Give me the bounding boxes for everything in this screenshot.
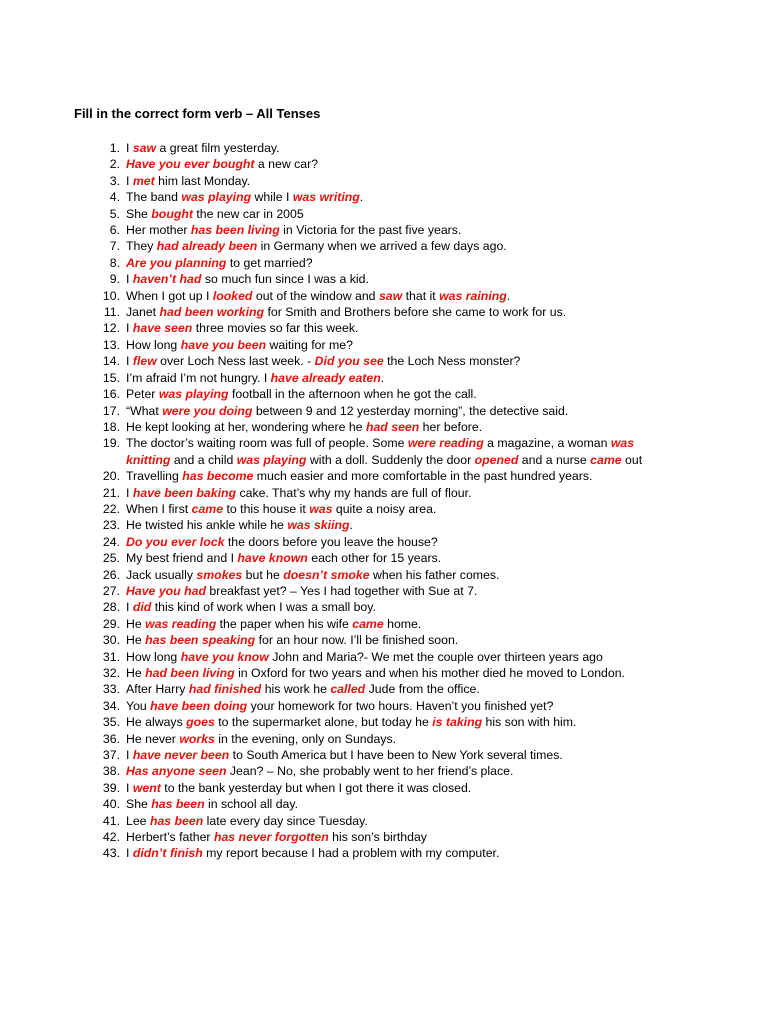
item-number: 24. — [102, 534, 120, 549]
item-sentence — [120, 419, 482, 435]
item-number: 31. — [102, 649, 120, 664]
sentence-text: a great film yesterday. — [156, 141, 280, 155]
exercise-item — [88, 567, 708, 583]
item-number: 19. — [102, 436, 120, 451]
answer-verb: have you been — [180, 337, 267, 352]
sentence-text: I — [126, 141, 133, 155]
item-number: 1. — [109, 141, 120, 155]
item-number: 38. — [102, 764, 120, 779]
sentence-text: his son’s birthday — [328, 830, 427, 845]
item-number: 21. — [102, 485, 120, 500]
answer-verb: did — [132, 600, 152, 615]
sentence-text: How long — [126, 649, 181, 664]
sentence-text: . — [349, 518, 353, 533]
exercise-item — [88, 665, 708, 681]
answer-verb: was playing — [158, 387, 229, 402]
sentence-text: but he — [242, 567, 284, 582]
item-number: 18. — [102, 419, 120, 434]
answer-verb: goes — [186, 715, 215, 730]
item-sentence — [120, 320, 358, 336]
item-number: 39. — [102, 780, 120, 795]
item-sentence — [120, 517, 353, 533]
sentence-text: Travelling — [126, 469, 183, 484]
sentence-text: He never — [126, 731, 180, 746]
item-number: 8. — [109, 255, 120, 270]
item-sentence — [120, 156, 318, 172]
item-number: 30. — [102, 633, 120, 648]
item-number: 27. — [102, 583, 120, 598]
sentence-text: John and Maria?- We met the couple over thirteen years ago — [268, 649, 603, 664]
answer-verb: haven’t had — [132, 272, 202, 287]
item-sentence — [120, 698, 553, 714]
sentence-text: so much fun since I was a kid. — [201, 272, 369, 287]
sentence-text: out of the window and — [252, 288, 379, 303]
exercise-item — [88, 156, 708, 172]
sentence-text: the doors before you leave the house? — [224, 534, 438, 549]
item-sentence — [120, 271, 369, 287]
exercise-item — [88, 517, 708, 533]
sentence-text: in school all day. — [204, 797, 299, 812]
item-sentence — [120, 386, 477, 402]
sentence-text: this kind of work when I was a small boy. — [151, 600, 376, 615]
sentence-text: to the bank yesterday but when I got there it was closed. — [160, 780, 472, 795]
exercise-item — [88, 649, 708, 665]
sentence-text: I’m afraid I’m not hungry. I — [126, 370, 271, 385]
item-sentence — [120, 599, 376, 615]
item-number: 36. — [102, 731, 120, 746]
answer-verb: looked — [212, 288, 253, 303]
answer-verb: Do you ever lock — [126, 534, 225, 549]
item-sentence — [120, 173, 250, 189]
item-sentence — [120, 632, 458, 648]
answer-verb: flew — [132, 354, 157, 369]
item-number: 2. — [109, 157, 120, 172]
exercise-item — [88, 222, 708, 238]
exercise-item — [88, 140, 708, 156]
answer-verb: was writing — [292, 190, 360, 205]
sentence-text: his son with him. — [482, 715, 577, 730]
exercise-item — [88, 173, 708, 189]
item-sentence — [120, 288, 510, 304]
sentence-text: while I — [251, 190, 293, 205]
item-sentence — [120, 403, 568, 419]
sentence-text: in Victoria for the past five years. — [279, 223, 462, 238]
sentence-text: She — [126, 206, 152, 221]
item-number: 23. — [102, 518, 120, 533]
sentence-text: “What — [126, 403, 163, 418]
exercise-item — [88, 731, 708, 747]
answer-verb: called — [330, 682, 366, 697]
sentence-text: The doctor’s waiting room was full of people. Some — [126, 436, 408, 451]
answer-verb: met — [132, 173, 155, 188]
sentence-text: a magazine, a woman — [483, 436, 611, 451]
sentence-text: He kept looking at her, wondering where he — [126, 419, 366, 434]
sentence-text: . — [380, 370, 385, 385]
sentence-text: He always — [126, 715, 187, 730]
answer-verb: was raining — [439, 288, 507, 303]
item-sentence — [120, 845, 499, 861]
item-number: 16. — [102, 387, 120, 402]
exercise-item — [88, 747, 708, 763]
sentence-text: cake. That’s why my hands are full of flour. — [236, 485, 472, 500]
exercise-item — [88, 501, 708, 517]
answer-verb: have been doing — [150, 698, 248, 713]
sentence-text: After Harry — [126, 682, 189, 697]
sentence-text: his work he — [261, 682, 331, 697]
answer-verb: Are you planning — [126, 255, 227, 270]
sentence-text: the new car in 2005 — [192, 206, 304, 221]
exercise-item — [88, 632, 708, 648]
exercise-item — [88, 583, 708, 599]
answer-verb: Has anyone seen — [126, 764, 227, 779]
item-number: 5. — [109, 206, 120, 221]
sentence-text: How long — [126, 337, 181, 352]
item-sentence-continued — [88, 452, 708, 468]
exercise-item — [88, 763, 708, 779]
item-sentence — [120, 189, 363, 205]
item-sentence — [120, 714, 576, 730]
sentence-text: home. — [383, 616, 422, 631]
exercise-item — [88, 468, 708, 484]
sentence-text: I — [126, 272, 133, 287]
item-number: 12. — [102, 321, 120, 336]
item-number: 11. — [103, 305, 120, 320]
item-sentence — [120, 222, 461, 238]
sentence-text: I — [126, 354, 133, 369]
exercise-item — [88, 304, 708, 320]
exercise-item — [88, 189, 708, 205]
item-number: 17. — [102, 403, 120, 418]
exercise-item — [88, 386, 708, 402]
answer-verb: was — [309, 501, 333, 516]
sentence-text: The band — [126, 190, 182, 205]
sentence-text: in Oxford for two years and when his mother died he moved to London. — [234, 666, 625, 680]
sentence-text: each other for 15 years. — [307, 551, 442, 566]
sentence-text: Jude from the office. — [365, 682, 480, 697]
answer-verb: came — [590, 452, 622, 467]
sentence-text: Jean? – No, she probably went to her friend’s place. — [226, 764, 514, 779]
sentence-text: I — [126, 600, 133, 615]
answer-verb: came — [352, 616, 384, 631]
item-sentence — [120, 665, 625, 681]
item-sentence — [120, 813, 368, 829]
answer-verb: smokes — [196, 567, 243, 582]
item-number: 34. — [102, 698, 120, 713]
sentence-text: quite a noisy area. — [332, 501, 437, 516]
answer-verb: knitting — [126, 452, 171, 467]
item-sentence — [120, 829, 427, 845]
item-sentence — [120, 468, 592, 484]
answer-verb: bought — [151, 206, 193, 221]
answer-verb: have known — [237, 551, 308, 566]
item-number: 33. — [102, 682, 120, 697]
item-sentence — [120, 501, 436, 517]
sentence-text: waiting for me? — [266, 337, 353, 352]
item-sentence — [120, 435, 634, 451]
item-sentence — [120, 206, 304, 222]
sentence-text: the paper when his wife — [216, 616, 353, 631]
exercise-item — [88, 829, 708, 845]
sentence-text: I — [126, 780, 133, 795]
item-number: 42. — [102, 830, 120, 845]
item-sentence — [120, 550, 441, 566]
answer-verb: have seen — [132, 321, 193, 336]
sentence-text: for an hour now. I’ll be finished soon. — [255, 633, 459, 648]
item-sentence — [120, 140, 280, 156]
sentence-text: in Germany when we arrived a few days ago. — [257, 239, 507, 254]
item-number: 37. — [102, 748, 120, 763]
answer-verb: came — [191, 501, 224, 516]
sentence-text: You — [126, 698, 151, 713]
answer-verb: had already been — [156, 239, 258, 254]
item-sentence — [120, 649, 603, 665]
sentence-text: When I first — [126, 501, 192, 516]
answer-verb: went — [132, 780, 161, 795]
sentence-text: Herbert’s father — [126, 830, 214, 845]
answer-verb: has been living — [190, 223, 280, 238]
exercise-item — [88, 845, 708, 861]
sentence-text: and a child — [170, 452, 237, 467]
sentence-text: breakfast yet? – Yes I had together with Sue at 7. — [205, 583, 478, 598]
answer-verb: have you know — [180, 649, 269, 664]
exercise-item — [88, 271, 708, 287]
item-number: 13. — [102, 337, 120, 352]
sentence-text: a new car? — [254, 157, 319, 172]
item-number: 10. — [102, 288, 120, 303]
sentence-text: He — [126, 616, 146, 631]
answer-verb: were you doing — [162, 403, 253, 418]
answer-verb: had seen — [365, 419, 420, 434]
exercise-item — [88, 550, 708, 566]
exercise-item — [88, 534, 708, 550]
sentence-text: Janet — [126, 305, 160, 320]
sentence-text: He — [126, 666, 146, 680]
item-number: 26. — [102, 567, 120, 582]
item-sentence — [120, 763, 513, 779]
answer-verb: had been living — [145, 666, 235, 680]
item-number: 9. — [109, 272, 120, 287]
item-number: 7. — [109, 239, 120, 254]
sentence-text: much easier and more comfortable in the past hundred years. — [253, 469, 593, 484]
exercise-item — [88, 255, 708, 271]
page-title: Fill in the correct form verb – All Tenses — [74, 106, 321, 121]
exercise-item — [88, 206, 708, 222]
exercise-list — [88, 140, 708, 862]
answer-verb: was playing — [181, 190, 252, 205]
answer-verb: has been — [149, 813, 204, 828]
exercise-item — [88, 403, 708, 419]
item-sentence — [120, 747, 563, 763]
sentence-text: to get married? — [226, 255, 313, 270]
sentence-text: and a nurse — [518, 452, 591, 467]
sentence-text: When I got up I — [126, 288, 213, 303]
answer-verb: had finished — [188, 682, 262, 697]
item-sentence — [120, 616, 421, 632]
exercise-item — [88, 337, 708, 353]
item-number: 4. — [109, 190, 120, 205]
answer-verb: was playing — [236, 452, 307, 467]
answer-verb: opened — [474, 452, 519, 467]
item-sentence — [120, 583, 477, 599]
answer-verb: has been speaking — [145, 633, 256, 648]
sentence-text: for Smith and Brothers before she came to work for us. — [264, 305, 567, 320]
sentence-text: . — [506, 288, 511, 303]
sentence-text: three movies so far this week. — [192, 321, 359, 336]
sentence-text: He — [126, 633, 146, 648]
answer-verb: was — [610, 436, 635, 451]
exercise-item — [88, 320, 708, 336]
answer-verb: saw — [132, 141, 157, 155]
exercise-item — [88, 813, 708, 829]
sentence-text: to this house it — [223, 501, 310, 516]
answer-verb: saw — [378, 288, 403, 303]
answer-verb: is taking — [432, 715, 483, 730]
item-sentence — [120, 796, 298, 812]
sentence-text: your homework for two hours. Haven’t you finished yet? — [247, 698, 554, 713]
exercise-item — [88, 419, 708, 435]
item-number: 35. — [102, 715, 120, 730]
sentence-text: I — [126, 485, 133, 500]
answer-verb: have already eaten — [270, 370, 381, 385]
answer-verb: didn’t finish — [132, 846, 203, 861]
answer-verb: was reading — [145, 616, 217, 631]
sentence-text: over Loch Ness last week. - — [156, 354, 315, 369]
item-sentence — [120, 370, 384, 386]
item-number: 25. — [102, 551, 120, 566]
sentence-text: the Loch Ness monster? — [383, 354, 521, 369]
exercise-item — [88, 780, 708, 796]
sentence-text: Her mother — [126, 223, 191, 238]
item-number: 20. — [102, 469, 120, 484]
answer-verb: Have you ever bought — [126, 157, 255, 172]
item-number: 22. — [102, 501, 120, 516]
sentence-text: to South America but I have been to New York several times. — [229, 748, 563, 763]
exercise-item — [88, 288, 708, 304]
item-sentence — [120, 337, 353, 353]
exercise-item — [88, 698, 708, 714]
sentence-text: I — [126, 846, 133, 861]
item-number: 14. — [102, 354, 120, 369]
sentence-text: football in the afternoon when he got the call. — [228, 387, 477, 402]
answer-verb: Did you see — [314, 354, 384, 369]
sentence-text: with a doll. Suddenly the door — [306, 452, 475, 467]
sentence-text: to the supermarket alone, but today he — [214, 715, 433, 730]
answer-verb: Have you had — [126, 583, 206, 598]
item-sentence — [120, 681, 480, 697]
sentence-text: my report because I had a problem with my computer. — [202, 846, 500, 861]
answer-verb: were reading — [407, 436, 484, 451]
answer-verb: has been — [151, 797, 205, 812]
exercise-item — [88, 599, 708, 615]
answer-verb: doesn’t smoke — [283, 567, 370, 582]
item-sentence — [120, 353, 520, 369]
exercise-item — [88, 353, 708, 369]
item-sentence — [120, 780, 471, 796]
item-number: 41. — [102, 813, 120, 828]
item-sentence — [120, 255, 313, 271]
sentence-text: My best friend and I — [126, 551, 238, 566]
exercise-item — [88, 714, 708, 730]
exercise-item — [88, 796, 708, 812]
item-sentence — [120, 567, 499, 583]
item-sentence — [120, 534, 438, 550]
sentence-text: I — [126, 748, 133, 763]
item-number: 32. — [102, 666, 120, 680]
answer-verb: works — [179, 731, 215, 746]
answer-verb: had been working — [159, 305, 265, 320]
item-number: 3. — [109, 173, 120, 188]
item-sentence — [120, 304, 566, 320]
item-sentence — [120, 731, 396, 747]
exercise-item — [88, 238, 708, 254]
answer-verb: have never been — [132, 748, 230, 763]
item-sentence — [120, 485, 471, 501]
sentence-text: late every day since Tuesday. — [203, 813, 368, 828]
exercise-item — [88, 485, 708, 501]
sentence-text: him last Monday. — [154, 173, 251, 188]
sentence-text: They — [126, 239, 157, 254]
sentence-text: out — [621, 452, 643, 467]
answer-verb: was skiing — [287, 518, 350, 533]
item-number: 15. — [102, 370, 120, 385]
sentence-text: in the evening, only on Sundays. — [214, 731, 397, 746]
sentence-text: I — [126, 321, 133, 336]
exercise-item — [88, 616, 708, 632]
sentence-text: Lee — [126, 813, 150, 828]
item-number: 28. — [102, 600, 120, 615]
sentence-text: He twisted his ankle while he — [126, 518, 288, 533]
sentence-text: that it — [402, 288, 440, 303]
answer-verb: has never forgotten — [213, 830, 329, 845]
item-number: 6. — [109, 223, 120, 238]
answer-verb: has become — [182, 469, 254, 484]
sentence-text: Jack usually — [126, 567, 197, 582]
item-number: 43. — [102, 846, 120, 861]
item-number: 40. — [102, 797, 120, 812]
sentence-text: . — [359, 190, 364, 205]
exercise-item — [88, 681, 708, 697]
sentence-text: when his father comes. — [369, 567, 500, 582]
sentence-text: I — [126, 173, 133, 188]
exercise-item — [88, 435, 708, 468]
sentence-text: She — [126, 797, 152, 812]
item-number: 29. — [102, 616, 120, 631]
sentence-text: her before. — [419, 419, 483, 434]
answer-verb: have been baking — [132, 485, 237, 500]
sentence-text: between 9 and 12 yesterday morning”, the detective said. — [252, 403, 569, 418]
sentence-text: Peter — [126, 387, 159, 402]
item-sentence — [120, 238, 507, 254]
exercise-item — [88, 370, 708, 386]
